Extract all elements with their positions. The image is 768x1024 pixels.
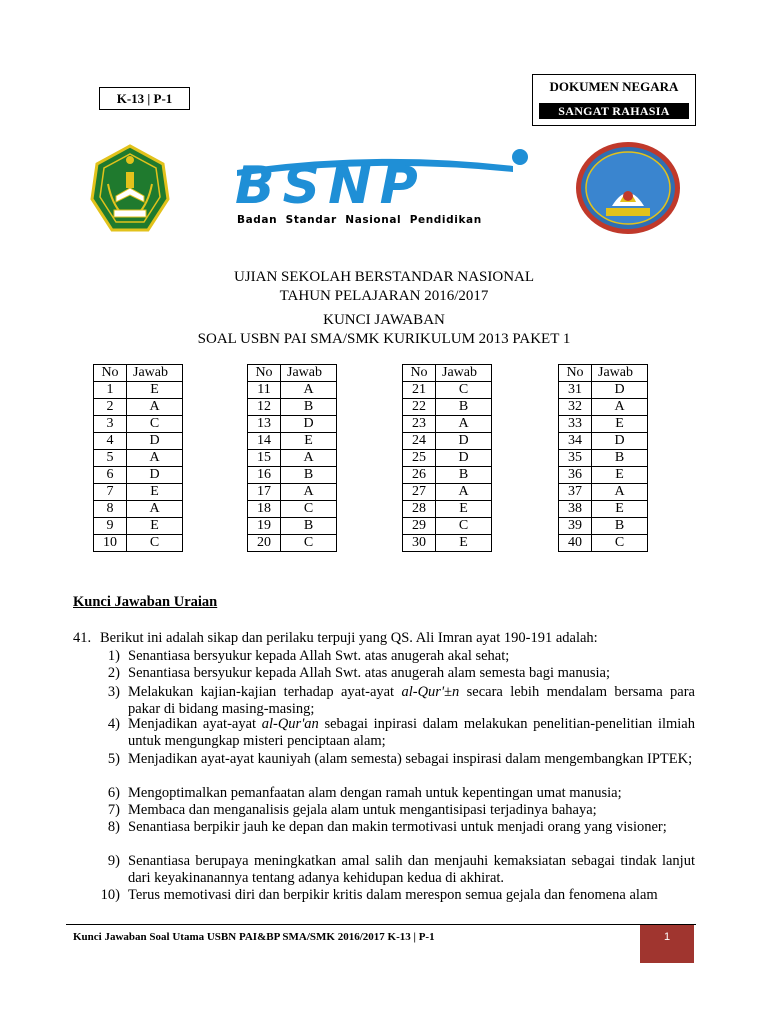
answer-key-header-row xyxy=(403,365,492,382)
answer-letter-cell: A xyxy=(281,382,337,399)
essay-answer-item xyxy=(98,819,695,855)
footer-text: Kunci Jawaban Soal Utama USBN PAI&BP SMA/SMK 2016/2017 K-13 | P-1 xyxy=(73,931,435,943)
answer-key-row xyxy=(559,518,648,535)
answer-key-row xyxy=(403,382,492,399)
answer-letter-cell: C xyxy=(127,416,183,433)
answer-letter-cell: E xyxy=(436,501,492,518)
question-no-cell: 20 xyxy=(248,535,281,552)
question-no-cell: 32 xyxy=(559,399,592,416)
question-no-cell: 14 xyxy=(248,433,281,450)
question-no-cell: 35 xyxy=(559,450,592,467)
answer-key-row xyxy=(403,399,492,416)
question-no-cell: 21 xyxy=(403,382,436,399)
question-no-cell: 5 xyxy=(94,450,127,467)
answer-letter-cell: D xyxy=(281,416,337,433)
footer-divider xyxy=(66,924,696,925)
question-no-cell: 8 xyxy=(94,501,127,518)
answer-key-table-4 xyxy=(558,364,648,552)
bsnp-logo xyxy=(235,148,535,238)
answer-letter-cell: E xyxy=(127,484,183,501)
answer-letter-cell: A xyxy=(127,450,183,467)
answer-letter-cell: B xyxy=(281,467,337,484)
question-no-cell: 16 xyxy=(248,467,281,484)
answer-key-row xyxy=(403,467,492,484)
answer-key-row xyxy=(248,467,337,484)
answer-key-header-row xyxy=(248,365,337,382)
answer-letter-cell: A xyxy=(281,484,337,501)
essay-answer-item xyxy=(98,853,695,889)
answer-letter-cell: C xyxy=(281,501,337,518)
question-number: 41. xyxy=(73,630,92,646)
answer-letter-cell: E xyxy=(127,518,183,535)
essay-answer-item xyxy=(98,716,695,752)
answer-key-row xyxy=(403,501,492,518)
answer-key-row xyxy=(559,450,648,467)
answer-letter-cell: E xyxy=(592,416,648,433)
item-number: 2) xyxy=(107,665,120,681)
answer-key-row xyxy=(559,484,648,501)
answer-letter-cell: E xyxy=(127,382,183,399)
answer-letter-cell: A xyxy=(436,484,492,501)
column-header-no: No xyxy=(248,365,281,382)
answer-key-row xyxy=(248,535,337,552)
answer-key-row xyxy=(94,433,183,450)
question-no-cell: 15 xyxy=(248,450,281,467)
answer-key-row xyxy=(248,501,337,518)
answer-key-row xyxy=(403,535,492,552)
answer-key-row xyxy=(94,450,183,467)
bsnp-wordmark: BSNP xyxy=(235,156,426,216)
answer-key-row xyxy=(559,416,648,433)
column-header-no: No xyxy=(403,365,436,382)
answer-letter-cell: D xyxy=(436,450,492,467)
answer-letter-cell: B xyxy=(592,450,648,467)
answer-letter-cell: C xyxy=(127,535,183,552)
answer-letter-cell: E xyxy=(592,467,648,484)
item-text-part: sebagai inpirasi dalam melakukan penelitian-penelitian ilmiah untuk mengungkap misteri penciptaan alam; xyxy=(128,716,695,749)
item-text-italic: al-Qur'an xyxy=(261,716,319,732)
question-no-cell: 28 xyxy=(403,501,436,518)
item-number: 5) xyxy=(107,751,120,767)
question-no-cell: 27 xyxy=(403,484,436,501)
item-text: Terus memotivasi diri dan berpikir kritis dalam merespon semua gejala dan fenomena alam xyxy=(128,887,658,903)
answer-key-row xyxy=(248,484,337,501)
answer-key-row xyxy=(94,467,183,484)
item-number: 9) xyxy=(107,853,120,869)
answer-key-row xyxy=(94,518,183,535)
question-no-cell: 31 xyxy=(559,382,592,399)
exam-subject: SOAL USBN PAI SMA/SMK KURIKULUM 2013 PAKET 1 xyxy=(197,331,571,347)
item-text xyxy=(128,684,695,718)
item-number: 1) xyxy=(107,648,120,664)
item-text: Senantiasa bersyukur kepada Allah Swt. atas anugerah alam semesta bagi manusia; xyxy=(128,665,610,681)
column-header-answer: Jawab xyxy=(127,365,183,382)
question-no-cell: 23 xyxy=(403,416,436,433)
answer-key-row xyxy=(248,433,337,450)
kemenag-logo-icon xyxy=(90,144,170,238)
question-no-cell: 33 xyxy=(559,416,592,433)
page-number-badge: 1 xyxy=(640,925,694,963)
item-text: Senantiasa berpikir jauh ke depan dan makin termotivasi untuk menjadi orang yang visioner; xyxy=(128,819,667,835)
question-no-cell: 11 xyxy=(248,382,281,399)
answer-letter-cell: C xyxy=(281,535,337,552)
item-number: 8) xyxy=(107,819,120,835)
essay-answer-item xyxy=(98,751,695,787)
answer-key-table-3 xyxy=(402,364,492,552)
item-number: 6) xyxy=(107,785,120,801)
essay-section-title: Kunci Jawaban Uraian xyxy=(73,594,218,610)
answer-letter-cell: B xyxy=(592,518,648,535)
answer-key-row xyxy=(403,518,492,535)
question-no-cell: 2 xyxy=(94,399,127,416)
answer-key-row xyxy=(559,399,648,416)
question-no-cell: 22 xyxy=(403,399,436,416)
answer-key-table-2 xyxy=(247,364,337,552)
question-no-cell: 12 xyxy=(248,399,281,416)
question-no-cell: 10 xyxy=(94,535,127,552)
answer-key-table-1 xyxy=(93,364,183,552)
item-text xyxy=(128,716,695,750)
question-text: Berikut ini adalah sikap dan perilaku terpuji yang QS. Ali Imran ayat 190-191 adalah: xyxy=(100,630,598,646)
item-text-part: secara lebih mendalam bersama para pakar di bidang masing-masing; xyxy=(128,684,695,717)
question-no-cell: 19 xyxy=(248,518,281,535)
answer-key-row xyxy=(94,535,183,552)
item-number: 3) xyxy=(107,684,120,700)
answer-key-row xyxy=(403,450,492,467)
answer-key-row xyxy=(94,416,183,433)
item-number: 10) xyxy=(100,887,120,903)
classification-box xyxy=(532,74,696,126)
answer-letter-cell: D xyxy=(127,467,183,484)
answer-letter-cell: A xyxy=(436,416,492,433)
answer-letter-cell: E xyxy=(281,433,337,450)
document-code: K-13 | P-1 xyxy=(99,87,190,110)
question-no-cell: 30 xyxy=(403,535,436,552)
essay-answer-item xyxy=(98,684,695,720)
exam-title: UJIAN SEKOLAH BERSTANDAR NASIONAL xyxy=(233,269,535,285)
answer-key-row xyxy=(248,518,337,535)
question-no-cell: 4 xyxy=(94,433,127,450)
item-text: Mengoptimalkan pemanfaatan alam dengan ramah untuk kepentingan umat manusia; xyxy=(128,785,622,801)
answer-letter-cell: A xyxy=(592,399,648,416)
question-no-cell: 36 xyxy=(559,467,592,484)
column-header-answer: Jawab xyxy=(592,365,648,382)
answer-letter-cell: B xyxy=(436,399,492,416)
answer-letter-cell: D xyxy=(592,433,648,450)
school-year: TAHUN PELAJARAN 2016/2017 xyxy=(279,288,489,304)
answer-letter-cell: D xyxy=(592,382,648,399)
item-text: Membaca dan menganalisis gejala alam untuk mengantisipasi terjadinya bahaya; xyxy=(128,802,597,818)
answer-key-row xyxy=(248,450,337,467)
answer-letter-cell: E xyxy=(436,535,492,552)
item-number: 7) xyxy=(107,802,120,818)
column-header-answer: Jawab xyxy=(281,365,337,382)
answer-letter-cell: C xyxy=(436,382,492,399)
question-no-cell: 24 xyxy=(403,433,436,450)
answer-key-row xyxy=(559,433,648,450)
column-header-no: No xyxy=(559,365,592,382)
answer-letter-cell: B xyxy=(281,399,337,416)
answer-key-title: KUNCI JAWABAN xyxy=(323,312,445,328)
answer-letter-cell: B xyxy=(436,467,492,484)
question-no-cell: 13 xyxy=(248,416,281,433)
item-text: Menjadikan ayat-ayat kauniyah (alam semesta) sebagai inspirasi dalam mengembangkan IPTEK; xyxy=(128,751,693,767)
answer-key-row xyxy=(403,484,492,501)
answer-key-row xyxy=(248,382,337,399)
item-number: 4) xyxy=(107,716,120,732)
column-header-no: No xyxy=(94,365,127,382)
answer-letter-cell: C xyxy=(436,518,492,535)
answer-letter-cell: E xyxy=(592,501,648,518)
question-no-cell: 25 xyxy=(403,450,436,467)
question-no-cell: 39 xyxy=(559,518,592,535)
item-text: Senantiasa berupaya meningkatkan amal salih dan menjauhi kemaksiatan sebagai tindak lanjut dari keyakinanannya tentang adanya kehidupan kedua di akhirat. xyxy=(128,853,695,886)
question-no-cell: 18 xyxy=(248,501,281,518)
question-no-cell: 6 xyxy=(94,467,127,484)
question-no-cell: 9 xyxy=(94,518,127,535)
answer-key-row xyxy=(559,501,648,518)
essay-answer-item xyxy=(98,887,695,923)
answer-letter-cell: D xyxy=(436,433,492,450)
answer-letter-cell: A xyxy=(281,450,337,467)
answer-key-row xyxy=(403,433,492,450)
answer-key-row xyxy=(94,484,183,501)
item-text-part: Menjadikan ayat-ayat xyxy=(128,716,262,732)
answer-letter-cell: A xyxy=(127,501,183,518)
answer-key-row xyxy=(403,416,492,433)
answer-key-row xyxy=(94,501,183,518)
item-text-part: Melakukan kajian-kajian terhadap ayat-ayat xyxy=(128,684,402,700)
question-no-cell: 1 xyxy=(94,382,127,399)
question-no-cell: 3 xyxy=(94,416,127,433)
item-text-italic: al-Qur'±n xyxy=(401,684,460,700)
question-no-cell: 38 xyxy=(559,501,592,518)
answer-key-header-row xyxy=(559,365,648,382)
answer-key-row xyxy=(559,535,648,552)
answer-letter-cell: D xyxy=(127,433,183,450)
doc-classification-title: DOKUMEN NEGARA xyxy=(549,79,679,94)
answer-letter-cell: B xyxy=(281,518,337,535)
answer-key-header-row xyxy=(94,365,183,382)
answer-letter-cell: A xyxy=(127,399,183,416)
question-no-cell: 37 xyxy=(559,484,592,501)
question-no-cell: 26 xyxy=(403,467,436,484)
answer-letter-cell: C xyxy=(592,535,648,552)
answer-key-row xyxy=(559,467,648,484)
question-no-cell: 34 xyxy=(559,433,592,450)
answer-key-row xyxy=(248,416,337,433)
bsnp-subtitle: Badan Standar Nasional Pendidikan xyxy=(237,214,482,226)
question-no-cell: 40 xyxy=(559,535,592,552)
question-no-cell: 29 xyxy=(403,518,436,535)
question-no-cell: 17 xyxy=(248,484,281,501)
answer-key-row xyxy=(248,399,337,416)
column-header-answer: Jawab xyxy=(436,365,492,382)
tut-wuri-handayani-logo-icon xyxy=(572,133,685,238)
item-text: Senantiasa bersyukur kepada Allah Swt. atas anugerah akal sehat; xyxy=(128,648,510,664)
question-no-cell: 7 xyxy=(94,484,127,501)
doc-secret-label: SANGAT RAHASIA xyxy=(539,103,689,119)
answer-key-row xyxy=(559,382,648,399)
answer-key-row xyxy=(94,382,183,399)
answer-key-row xyxy=(94,399,183,416)
tutwuri-arc-text: TUT WURI HANDAYANI xyxy=(572,133,685,143)
answer-letter-cell: A xyxy=(592,484,648,501)
